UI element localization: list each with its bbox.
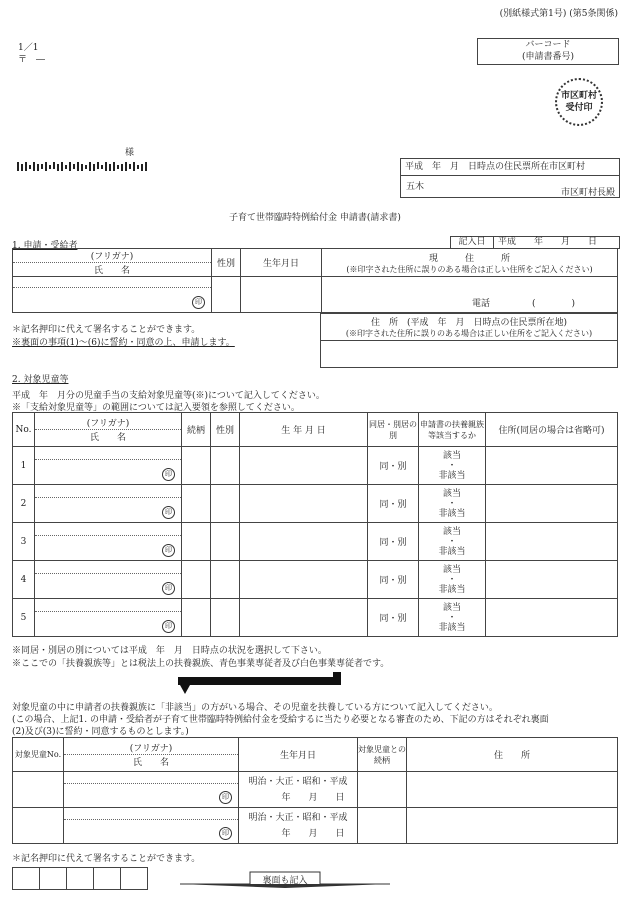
dependent-no: 非該当 <box>438 584 466 595</box>
dob-ymd: 年 月 日 <box>281 792 345 803</box>
dependent-no: 非該当 <box>438 470 466 481</box>
child-dob-cell[interactable] <box>240 599 368 637</box>
current-address-header: 現 住 所 <box>428 253 510 264</box>
supporter-dob-cell[interactable] <box>239 808 358 844</box>
consent-note: ※裏面の事項(1)～(6)に誓約・同意の上、申請します。 <box>12 338 235 348</box>
child-name-cell[interactable] <box>35 485 182 523</box>
dependent-yes: 該当 <box>442 450 461 461</box>
phone-field[interactable]: ( ) <box>532 299 576 309</box>
application-number-label: (申請書番号) <box>521 52 575 62</box>
supporter-child-no[interactable] <box>13 772 64 808</box>
supporter-table <box>12 737 618 844</box>
postal-code: 〒 ― <box>18 55 46 65</box>
down-arrow-icon <box>178 672 342 688</box>
child-relation-cell[interactable] <box>182 599 211 637</box>
child-sex-cell[interactable] <box>211 599 240 637</box>
era-options: 明治・大正・昭和・平成 <box>248 812 348 823</box>
child-row-no: 5 <box>13 599 35 637</box>
seal-icon: 印 <box>219 791 232 804</box>
child-row-no: 3 <box>13 523 35 561</box>
supporter-name-cell[interactable] <box>64 808 239 844</box>
child-row <box>13 561 618 599</box>
cohabitation-footnote: ※同居・別居の別については平成 年 月 日時点の状況を選択して下さい。 <box>12 646 327 656</box>
seal-icon: 印 <box>162 468 175 481</box>
entry-date-label: 記入日 <box>451 237 494 248</box>
dependent-yes: 該当 <box>442 488 461 499</box>
supporter-dob-cell[interactable] <box>239 772 358 808</box>
seal-icon: 印 <box>162 506 175 519</box>
reverse-side-banner <box>180 868 390 888</box>
child-dob-cell[interactable] <box>240 485 368 523</box>
child-row-no: 1 <box>13 447 35 485</box>
residence-box <box>400 158 620 198</box>
child-address-cell[interactable] <box>486 561 618 599</box>
dependent-separator: ・ <box>447 498 457 509</box>
child-row <box>13 485 618 523</box>
reverse-side-label: 裏面も記入 <box>262 876 308 886</box>
child-relation-cell[interactable] <box>182 523 211 561</box>
dependent-separator: ・ <box>447 460 457 471</box>
child-cohab-cell[interactable]: 同・別 <box>368 561 419 599</box>
applicant-dob-header: 生年月日 <box>241 249 322 277</box>
child-address-cell[interactable] <box>486 485 618 523</box>
child-dependent-cell[interactable] <box>419 561 486 599</box>
dependent-yes: 該当 <box>442 602 461 613</box>
past-address-header: 住 所 (平成 年 月 日時点の住民票所在地) <box>370 318 568 328</box>
dependent-no: 非該当 <box>438 508 466 519</box>
seal-icon: 印 <box>162 582 175 595</box>
col-furigana: (フリガナ) <box>35 416 181 430</box>
past-address-note: (※印字された住所に誤りのある場合は正しい住所をご記入ください) <box>345 329 593 338</box>
section3-intro: 対象児童の中に申請者の扶養親族に「非該当」の方がいる場合、その児童を扶養している方について記入してください。 <box>12 703 498 713</box>
current-address-cell[interactable] <box>322 277 618 313</box>
postal-barcode-icon <box>17 162 149 171</box>
child-row <box>13 523 618 561</box>
child-cohab-cell[interactable]: 同・別 <box>368 485 419 523</box>
child-sex-cell[interactable] <box>211 485 240 523</box>
office-use-boxes <box>12 867 148 890</box>
section2-scope-note: ※「支給対象児童等」の範囲については記入要領を参照してください。 <box>12 403 300 413</box>
col-address: 住所(同居の場合は省略可) <box>486 413 618 447</box>
col-no: No. <box>13 413 35 447</box>
seal-icon: 印 <box>192 296 205 309</box>
past-address-table <box>320 313 618 368</box>
child-dependent-cell[interactable] <box>419 523 486 561</box>
child-name-cell[interactable] <box>35 447 182 485</box>
child-row-no: 4 <box>13 561 35 599</box>
form-title: 子育て世帯臨時特例給付金 申請書(請求書) <box>229 213 401 223</box>
col-supporter-relation: 対象児童との続柄 <box>358 738 407 772</box>
col-child-no: 対象児童No. <box>13 738 64 772</box>
child-dependent-cell[interactable] <box>419 599 486 637</box>
supporter-relation-cell[interactable] <box>358 808 407 844</box>
child-dob-cell[interactable] <box>240 447 368 485</box>
seal-note: ＊記名押印に代えて署名することができます。 <box>12 325 201 335</box>
col-cohabitation: 同居・別居の別 <box>368 413 419 447</box>
dependent-separator: ・ <box>447 612 457 623</box>
dependent-yes: 該当 <box>442 564 461 575</box>
section2-heading: 2. 対象児童等 <box>12 375 69 385</box>
residence-mayor: 市区町村長殿 <box>560 188 615 198</box>
supporter-address-cell[interactable] <box>407 808 618 844</box>
child-sex-cell[interactable] <box>211 447 240 485</box>
dependent-yes: 該当 <box>442 526 461 537</box>
col-name: 氏 名 <box>89 433 126 443</box>
entry-date-value[interactable]: 平成 年 月 日 <box>498 237 598 247</box>
supporter-name-cell[interactable] <box>64 772 239 808</box>
supporter-relation-cell[interactable] <box>358 772 407 808</box>
section2-intro: 平成 年 月分の児童手当の支給対象児童等(※)について記入してください。 <box>12 391 325 401</box>
child-dob-cell[interactable] <box>240 561 368 599</box>
dependent-no: 非該当 <box>438 546 466 557</box>
barcode-box <box>477 38 619 65</box>
child-dob-cell[interactable] <box>240 523 368 561</box>
past-address-cell[interactable] <box>321 341 618 368</box>
barcode-label: バーコード <box>525 40 571 50</box>
child-dependent-cell[interactable] <box>419 447 486 485</box>
addressee-suffix: 様 <box>125 148 135 158</box>
section1-heading: 1. 申請・受給者 <box>12 241 78 251</box>
col-supporter-dob: 生年月日 <box>239 738 358 772</box>
col-supporter-name: 氏 名 <box>132 758 169 768</box>
applicant-name-cell[interactable] <box>13 277 212 313</box>
child-name-cell[interactable] <box>35 561 182 599</box>
child-sex-cell[interactable] <box>211 561 240 599</box>
applicant-sex-header: 性別 <box>212 249 241 277</box>
section3-intro-3: (2)及び(3)に誓約・同意するものとします。) <box>12 727 189 737</box>
child-relation-cell[interactable] <box>182 485 211 523</box>
section3-intro-2: (この場合、上記1. の申請・受給者が子育て世帯臨時特例給付金を受給するに当たり必要となる審査のため、下記の方はそれぞれ裏面 <box>12 715 549 725</box>
child-name-cell[interactable] <box>35 599 182 637</box>
form-type: (別紙様式第1号) (第5条関係) <box>499 9 618 19</box>
dependent-separator: ・ <box>447 536 457 547</box>
supporter-address-cell[interactable] <box>407 772 618 808</box>
col-supporter-furigana: (フリガナ) <box>64 741 238 755</box>
residence-header: 平成 年 月 日時点の住民票所在市区町村 <box>401 159 619 176</box>
col-sex: 性別 <box>211 413 240 447</box>
col-dependent: 申請書の扶養親族等該当するか <box>419 413 486 447</box>
dependent-footnote: ※ここでの「扶養親族等」とは税法上の扶養親族、青色事業専従者及び白色事業専従者です。 <box>12 659 390 669</box>
supporter-child-no[interactable] <box>13 808 64 844</box>
seal-icon: 印 <box>219 827 232 840</box>
child-row <box>13 447 618 485</box>
page-number: 1／1 <box>18 43 39 53</box>
dob-ymd: 年 月 日 <box>281 828 345 839</box>
children-table <box>12 412 618 637</box>
child-relation-cell[interactable] <box>182 447 211 485</box>
dependent-separator: ・ <box>447 574 457 585</box>
era-options: 明治・大正・昭和・平成 <box>248 776 348 787</box>
postal-barcode <box>17 162 149 171</box>
child-cohab-cell[interactable]: 同・別 <box>368 599 419 637</box>
col-relation: 続柄 <box>182 413 211 447</box>
residence-city: 五木 <box>406 182 425 192</box>
applicant-name-header: 氏 名 <box>93 266 130 276</box>
col-dob: 生 年 月 日 <box>240 413 368 447</box>
applicant-table <box>12 248 618 313</box>
applicant-furigana-header: (フリガナ) <box>13 249 211 263</box>
seal-icon: 印 <box>162 544 175 557</box>
reception-stamp: 市区町村 受付印 <box>555 78 603 126</box>
child-relation-cell[interactable] <box>182 561 211 599</box>
applicant-sex-cell[interactable] <box>212 277 241 313</box>
child-sex-cell[interactable] <box>211 523 240 561</box>
child-name-cell[interactable] <box>35 523 182 561</box>
child-cohab-cell[interactable]: 同・別 <box>368 523 419 561</box>
child-cohab-cell[interactable]: 同・別 <box>368 447 419 485</box>
current-address-note: (※印字された住所に誤りのある場合は正しい住所をご記入ください) <box>346 264 593 274</box>
supporter-seal-note: ＊記名押印に代えて署名することができます。 <box>12 854 201 864</box>
phone-label: 電話 <box>472 299 491 309</box>
dependent-no: 非該当 <box>438 622 466 633</box>
child-address-cell[interactable] <box>486 599 618 637</box>
child-row <box>13 599 618 637</box>
child-row-no: 2 <box>13 485 35 523</box>
col-supporter-address: 住 所 <box>407 738 618 772</box>
applicant-dob-cell[interactable] <box>241 277 322 313</box>
child-address-cell[interactable] <box>486 523 618 561</box>
child-address-cell[interactable] <box>486 447 618 485</box>
seal-icon: 印 <box>162 620 175 633</box>
child-dependent-cell[interactable] <box>419 485 486 523</box>
